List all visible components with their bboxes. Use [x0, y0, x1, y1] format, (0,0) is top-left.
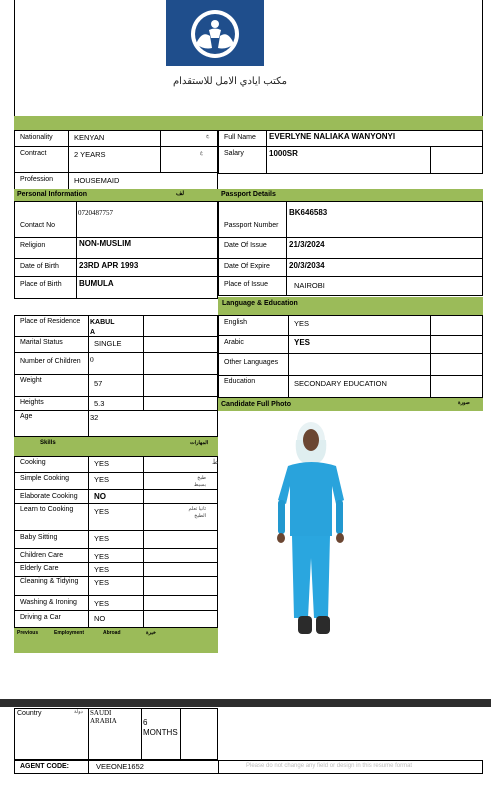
profession-label: Profession	[20, 176, 54, 183]
skills-header: Skills	[40, 440, 56, 446]
residence-label: Place of Residence	[20, 318, 81, 325]
personal-header-ar: لف	[176, 191, 185, 197]
nationality-label: Nationality	[20, 134, 53, 141]
full-name-value: EVERLYNE NALIAKA WANYONYI	[269, 132, 396, 141]
country-label: Country	[17, 710, 42, 717]
other-languages-label: Other Languages	[224, 359, 279, 366]
skill-value: NO	[94, 614, 106, 623]
education-label: Education	[224, 378, 256, 385]
header-green-bar	[14, 116, 483, 130]
marital-value: SINGLE	[94, 339, 122, 348]
contract-ar: ع	[200, 150, 203, 156]
agent-code-label: AGENT CODE:	[20, 763, 69, 770]
skill-label: Cooking	[20, 459, 46, 466]
skill-value: YES	[94, 475, 110, 484]
agency-logo	[166, 0, 264, 66]
skill-value: YES	[94, 507, 110, 516]
pob-label: Place of Birth	[20, 281, 62, 288]
employment-ar: خبرة	[146, 630, 156, 636]
skill-value: YES	[94, 459, 110, 468]
height-value: 5.3	[94, 399, 105, 408]
personal-header: Personal Information	[17, 191, 88, 198]
country-ar: دولة	[74, 709, 83, 715]
agency-name: مكتب ايادي الامل للاستقدام	[172, 76, 288, 87]
expire-value: 20/3/2034	[289, 261, 325, 270]
place-issue-value: NAIROBI	[294, 281, 325, 290]
skill-label: Elaborate Cooking	[20, 493, 78, 500]
photo-header-ar: صورة	[458, 400, 470, 406]
profession-value: HOUSEMAID	[74, 176, 120, 185]
salary-label: Salary	[224, 150, 244, 157]
weight-label: Weight	[20, 377, 42, 384]
marital-label: Marital Status	[20, 339, 63, 346]
skill-value: YES	[94, 578, 110, 587]
issue-label: Date Of Issue	[224, 242, 267, 249]
skill-value: YES	[94, 599, 110, 608]
children-value: 0	[90, 355, 94, 364]
skill-value: YES	[94, 565, 110, 574]
skill-label: Children Care	[20, 552, 64, 559]
skill-value: NO	[94, 492, 106, 501]
pob-value: BUMULA	[79, 279, 114, 288]
contact-label: Contact No	[20, 222, 56, 229]
passport-number-label: Passport Number	[224, 222, 279, 229]
age-value: 32	[90, 413, 99, 422]
arabic-label: Arabic	[224, 339, 244, 346]
dob-value: 23RD APR 1993	[79, 261, 139, 270]
passport-number-value: BK646583	[289, 208, 328, 217]
children-label: Number of Children	[20, 358, 81, 365]
religion-value: NON-MUSLIM	[79, 239, 131, 248]
skill-label: Learn to Cooking	[20, 506, 74, 513]
expire-label: Date Of Expire	[224, 263, 270, 270]
country-value: SAUDI ARABIA	[90, 709, 117, 725]
contract-label: Contract	[20, 150, 47, 157]
agent-code-value: VEEONE1652	[96, 762, 144, 771]
skill-label: Cleaning & Tidying	[20, 578, 79, 585]
passport-header: Passport Details	[221, 191, 276, 198]
footer-notice: Please do not change any field or design in this resume format	[246, 763, 413, 769]
religion-label: Religion	[20, 242, 46, 249]
full-name-label: Full Name	[224, 134, 256, 141]
dob-label: Date of Birth	[20, 263, 59, 270]
weight-value: 57	[94, 379, 103, 388]
issue-value: 21/3/2024	[289, 240, 325, 249]
english-label: English	[224, 319, 247, 326]
salary-value: 1000SR	[269, 149, 298, 158]
page-break-bar	[0, 699, 491, 707]
contract-value: 2 YEARS	[74, 150, 106, 159]
residence-value: KABUL A	[90, 319, 115, 336]
photo-header: Candidate Full Photo	[221, 401, 291, 408]
english-value: YES	[294, 319, 310, 328]
skill-label: Simple Cooking	[20, 475, 70, 482]
skill-label: Elderly Care	[20, 565, 59, 572]
place-issue-label: Place of Issue	[224, 281, 268, 288]
skill-ar: طبخ بسيط	[193, 475, 206, 488]
skill-label: Baby Sitting	[20, 534, 58, 541]
skills-header-ar: المهارات	[190, 440, 209, 446]
employment-employment: Employment	[54, 630, 85, 636]
skill-label: Washing & Ironing	[20, 599, 77, 606]
nationality-value: KENYAN	[74, 133, 105, 142]
skill-label: Driving a Car	[20, 614, 61, 621]
arabic-value: YES	[294, 338, 311, 347]
age-label: Age	[20, 413, 33, 420]
skill-value: YES	[94, 552, 110, 561]
nationality-ar: ج	[206, 133, 210, 139]
employment-abroad: Abroad	[103, 630, 121, 636]
duration-value: 6 MONTHS	[143, 718, 178, 737]
skill-value: YES	[94, 534, 110, 543]
candidate-photo	[266, 418, 352, 640]
education-value: SECONDARY EDUCATION	[294, 379, 387, 388]
contact-value: 0720487757	[78, 209, 113, 217]
height-label: Heights	[20, 399, 44, 406]
language-header: Language & Education	[222, 300, 298, 307]
skill-ar: ثانيا تعلم الطبخ	[188, 506, 206, 519]
employment-previous: Previous	[17, 630, 39, 636]
skill-ar: ط	[212, 459, 219, 466]
